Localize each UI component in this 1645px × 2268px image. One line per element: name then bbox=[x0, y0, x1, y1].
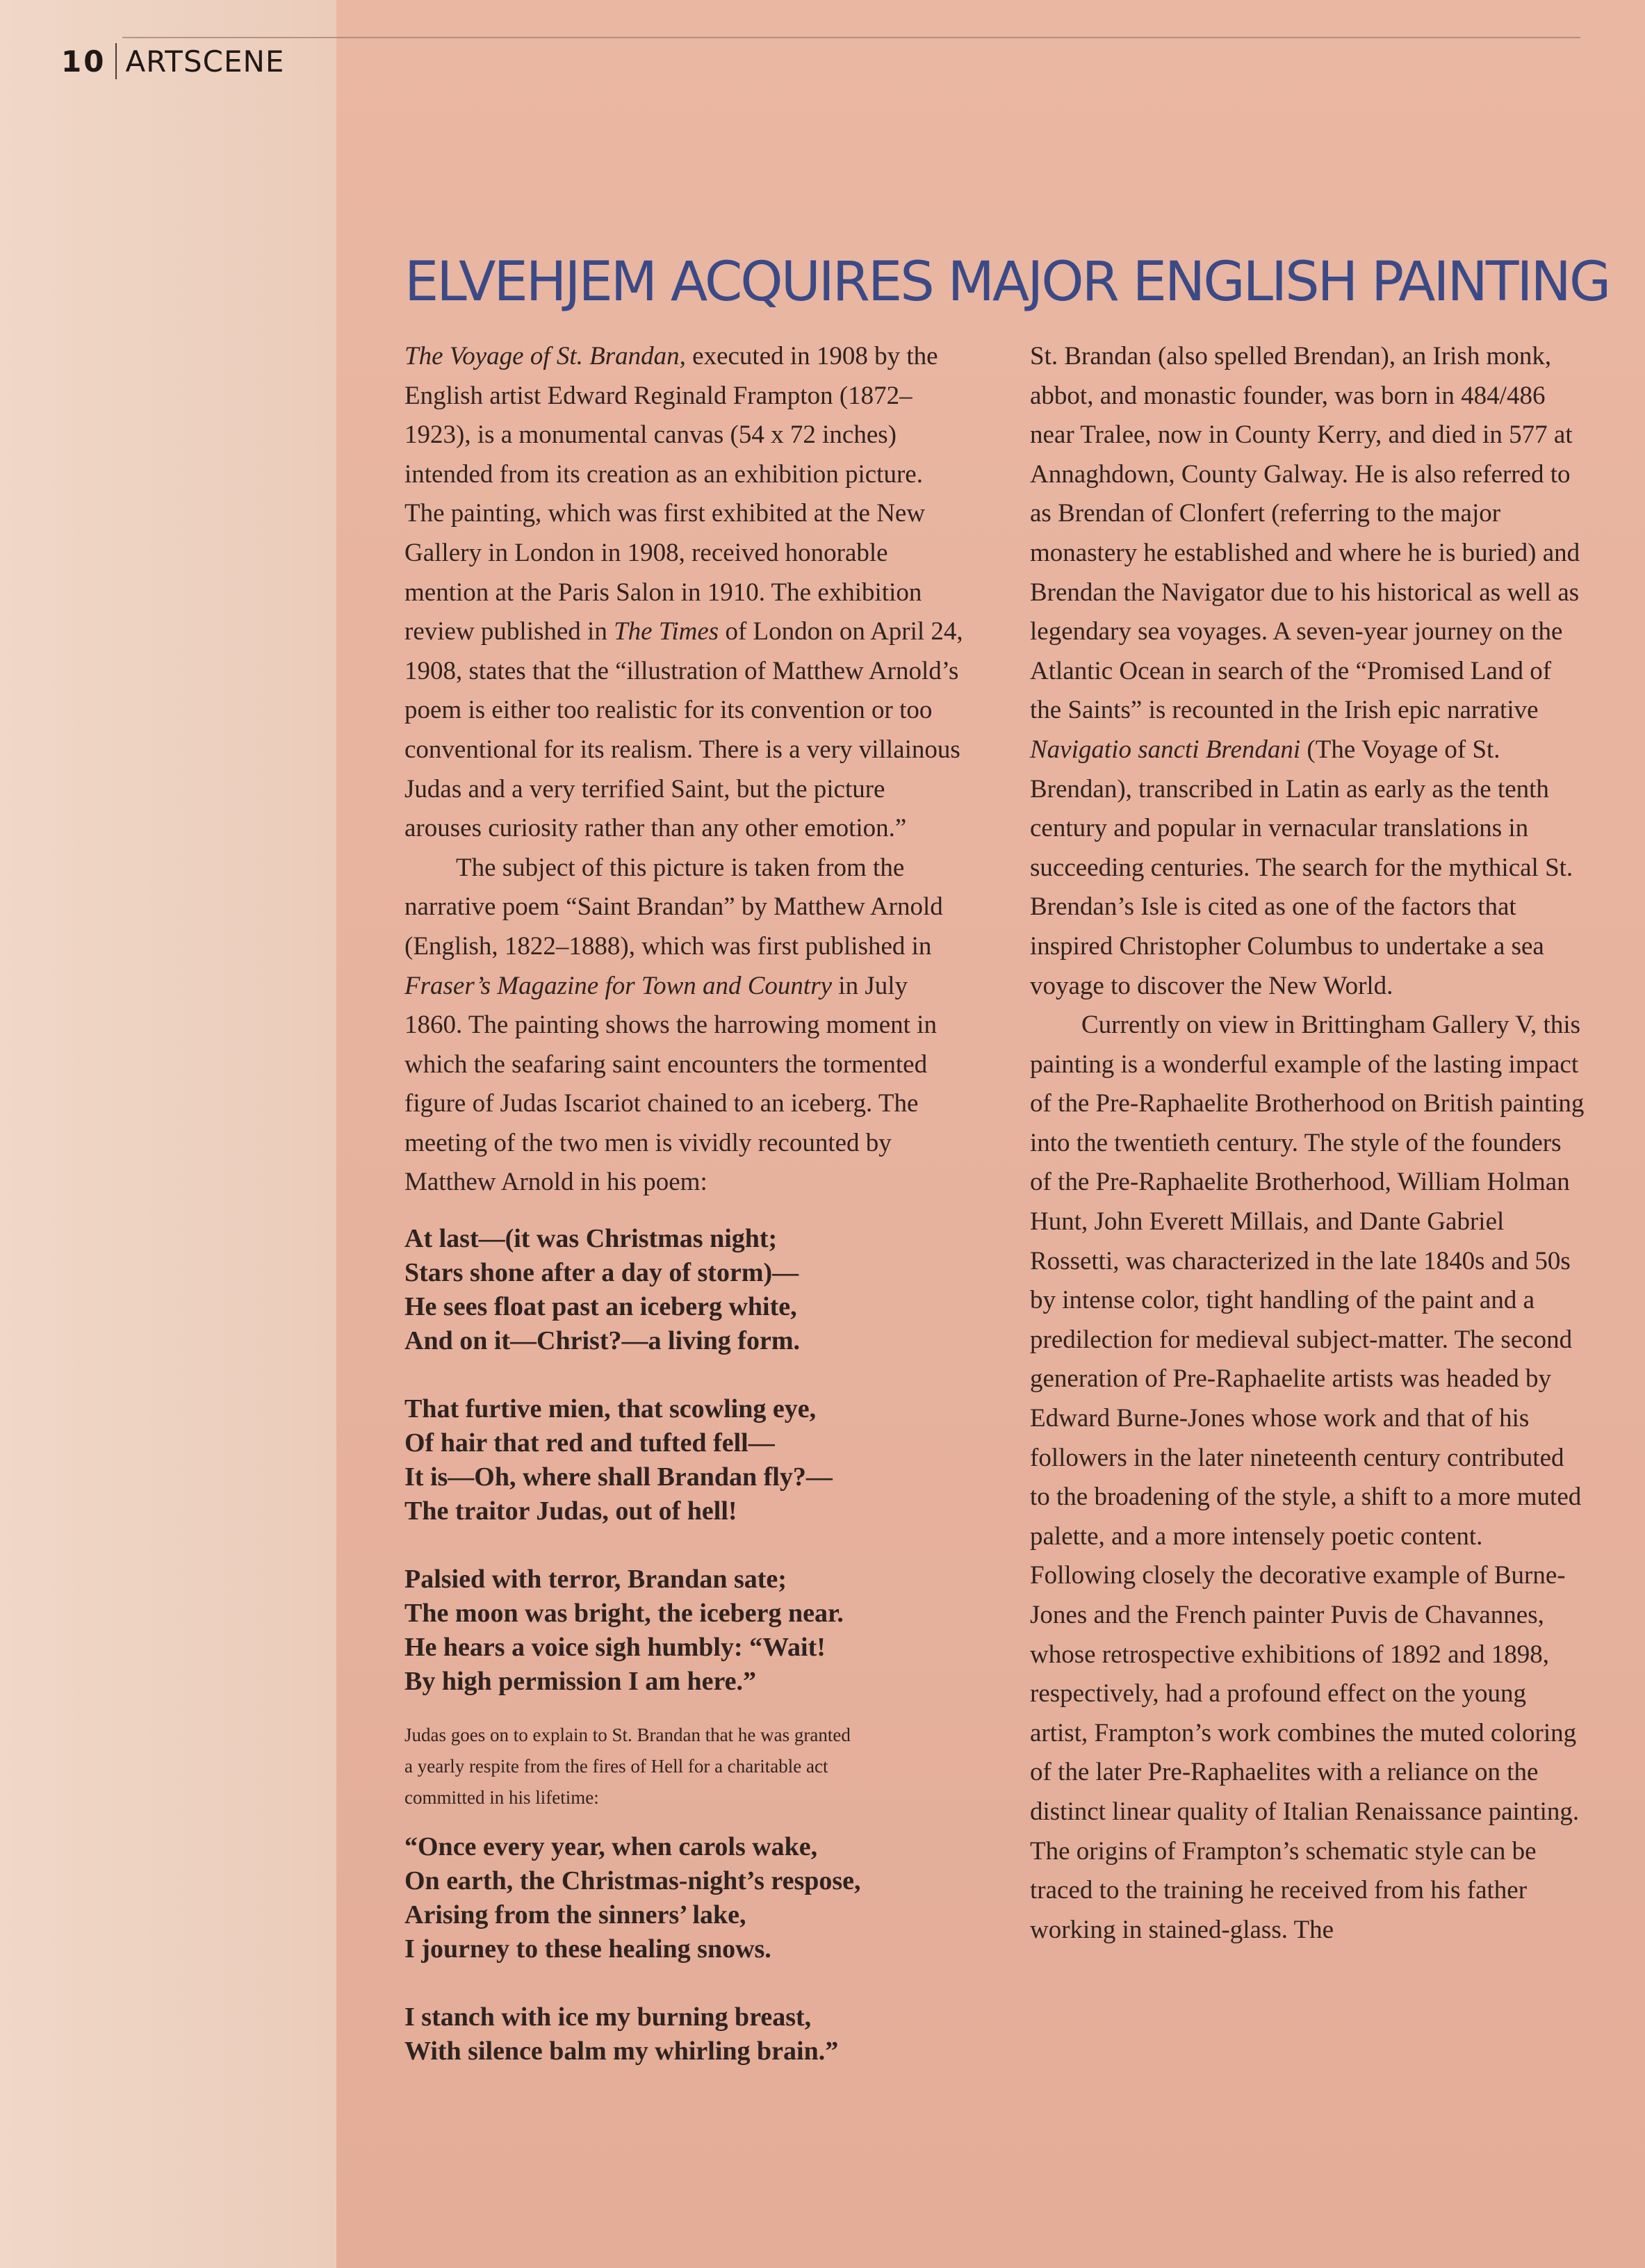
verse-line: The moon was bright, the iceberg near. bbox=[404, 1599, 844, 1629]
verse-line: Of hair that red and tufted fell— bbox=[404, 1428, 775, 1458]
verse-line: Arising from the sinners’ lake, bbox=[404, 1900, 746, 1930]
verse-line: Stars shone after a day of storm)— bbox=[404, 1258, 799, 1288]
italic-navigatio: Navigatio sancti Brendani bbox=[1030, 735, 1301, 764]
text-span: of London on April 24, 1908, states that the “illustration of Matthew Arnold’s poem is either too realistic for its convention or too conventional for its realism. There is a very villainous Judas and a very terrified Saint, but the picture arouses curiosity rather than any other emotion.” bbox=[404, 617, 963, 843]
paragraph bbox=[404, 337, 967, 849]
text-span: executed in 1908 by the English artist Edward Reginald Frampton (1872–1923), is a monumental canvas (54 x 72 inches) intended from its creation as an exhibition picture. The painting, which was first exhibited at the New Gallery in London in 1908, received honorable mention at the Paris Salon in 1910. The exhibition review published in bbox=[404, 342, 938, 646]
verse-line: That furtive mien, that scowling eye, bbox=[404, 1394, 817, 1424]
verse-line: The traitor Judas, out of hell! bbox=[404, 1496, 737, 1526]
verse-line: And on it—Christ?—a living form. bbox=[404, 1326, 800, 1356]
paragraph bbox=[1030, 337, 1586, 1006]
interlude-note: Judas goes on to explain to St. Brandan that he was granted a yearly respite from the fires of Hell for a charitable act committed in his lifetime: bbox=[404, 1724, 851, 1809]
header-rule bbox=[122, 37, 1580, 38]
poem-stanza bbox=[404, 1563, 967, 1699]
verse-line: He sees float past an iceberg white, bbox=[404, 1292, 797, 1322]
article-title: ELVEHJEM ACQUIRES MAJOR ENGLISH PAINTING bbox=[404, 251, 1610, 313]
left-column bbox=[404, 337, 967, 2069]
page-number: 10 bbox=[61, 44, 106, 79]
right-column bbox=[1030, 337, 1586, 1950]
left-margin-panel bbox=[0, 0, 336, 2268]
italic-times: The Times bbox=[614, 617, 719, 646]
verse-line: It is—Oh, where shall Brandan fly?— bbox=[404, 1462, 833, 1492]
section-name: ARTSCENE bbox=[125, 44, 285, 79]
verse-line: He hears a voice sigh humbly: “Wait! bbox=[404, 1633, 826, 1663]
verse-line: “Once every year, when carols wake, bbox=[404, 1832, 818, 1862]
poem-stanza bbox=[404, 2000, 967, 2069]
verse-line: By high permission I am here.” bbox=[404, 1667, 757, 1697]
verse-line: On earth, the Christmas-night’s respose, bbox=[404, 1866, 861, 1896]
poem-stanza bbox=[404, 1830, 967, 1966]
text-span: in July 1860. The painting shows the harrowing moment in which the seafaring saint encounters the tormented figure of Judas Iscariot chained to an iceberg. The meeting of the two men is vividly recounted by Matthew Arnold in his poem: bbox=[404, 971, 937, 1197]
italic-magazine: Fraser’s Magazine for Town and Country bbox=[404, 971, 833, 1000]
paragraph bbox=[404, 849, 967, 1202]
verse-line: I journey to these healing snows. bbox=[404, 1934, 771, 1964]
text-span: The subject of this picture is taken from the narrative poem “Saint Brandan” by Matthew Arnold (English, 1822–1888), which was first published in bbox=[404, 853, 943, 961]
running-header bbox=[61, 43, 284, 79]
verse-line: I stanch with ice my burning breast, bbox=[404, 2002, 812, 2032]
text-span: (The Voyage of St. Brendan), transcribed in Latin as early as the tenth century and popular in vernacular translations in succeeding centuries. The search for the mythical St. Brendan’s Isle is cited as one of the factors that inspired Christopher Columbus to undertake a sea voyage to discover the New World. bbox=[1030, 735, 1573, 1000]
header-divider bbox=[115, 43, 117, 79]
paragraph: Currently on view in Brittingham Gallery V, this painting is a wonderful example of the lasting impact of the Pre-Raphaelite Brotherhood on British painting into the twentieth century. The style of the founders of the Pre-Raphaelite Brotherhood, William Holman Hunt, John Everett Millais, and Dante Gabriel Rossetti, was characterized in the late 1840s and 50s by intense color, tight handling of the paint and a predilection for medieval subject-matter. The second generation of Pre-Raphaelite artists was headed by Edward Burne-Jones whose work and that of his followers in the later nineteenth century contributed to the broadening of the style, a shift to a more muted palette, and a more intensely poetic content. Following closely the decorative example of Burne-Jones and the French painter Puvis de Chavannes, whose retrospective exhibitions of 1892 and 1898, respectively, had a profound effect on the young artist, Frampton’s work combines the muted coloring of the later Pre-Raphaelites with a reliance on the distinct linear quality of Italian Renaissance painting. The origins of Frampton’s schematic style can be traced to the training he received from his father working in stained-glass. The bbox=[1030, 1011, 1585, 1944]
poem-stanza bbox=[404, 1222, 967, 1358]
poem-stanza bbox=[404, 1392, 967, 1528]
text-span: St. Brandan (also spelled Brendan), an Irish monk, abbot, and monastic founder, was born in 484/486 near Tralee, now in County Kerry, and died in 577 at Annaghdown, County Galway. He is also referred to as Brendan of Clonfert (referring to the major monastery he established and where he is buried) and Brendan the Navigator due to his historical as well as legendary sea voyages. A seven-year journey on the Atlantic Ocean in search of the “Promised Land of the Saints” is recounted in the Irish epic narrative bbox=[1030, 342, 1580, 725]
verse-line: With silence balm my whirling brain.” bbox=[404, 2037, 839, 2066]
verse-line: Palsied with terror, Brandan sate; bbox=[404, 1565, 787, 1594]
verse-line: At last—(it was Christmas night; bbox=[404, 1224, 778, 1254]
italic-title: The Voyage of St. Brandan, bbox=[404, 342, 686, 370]
